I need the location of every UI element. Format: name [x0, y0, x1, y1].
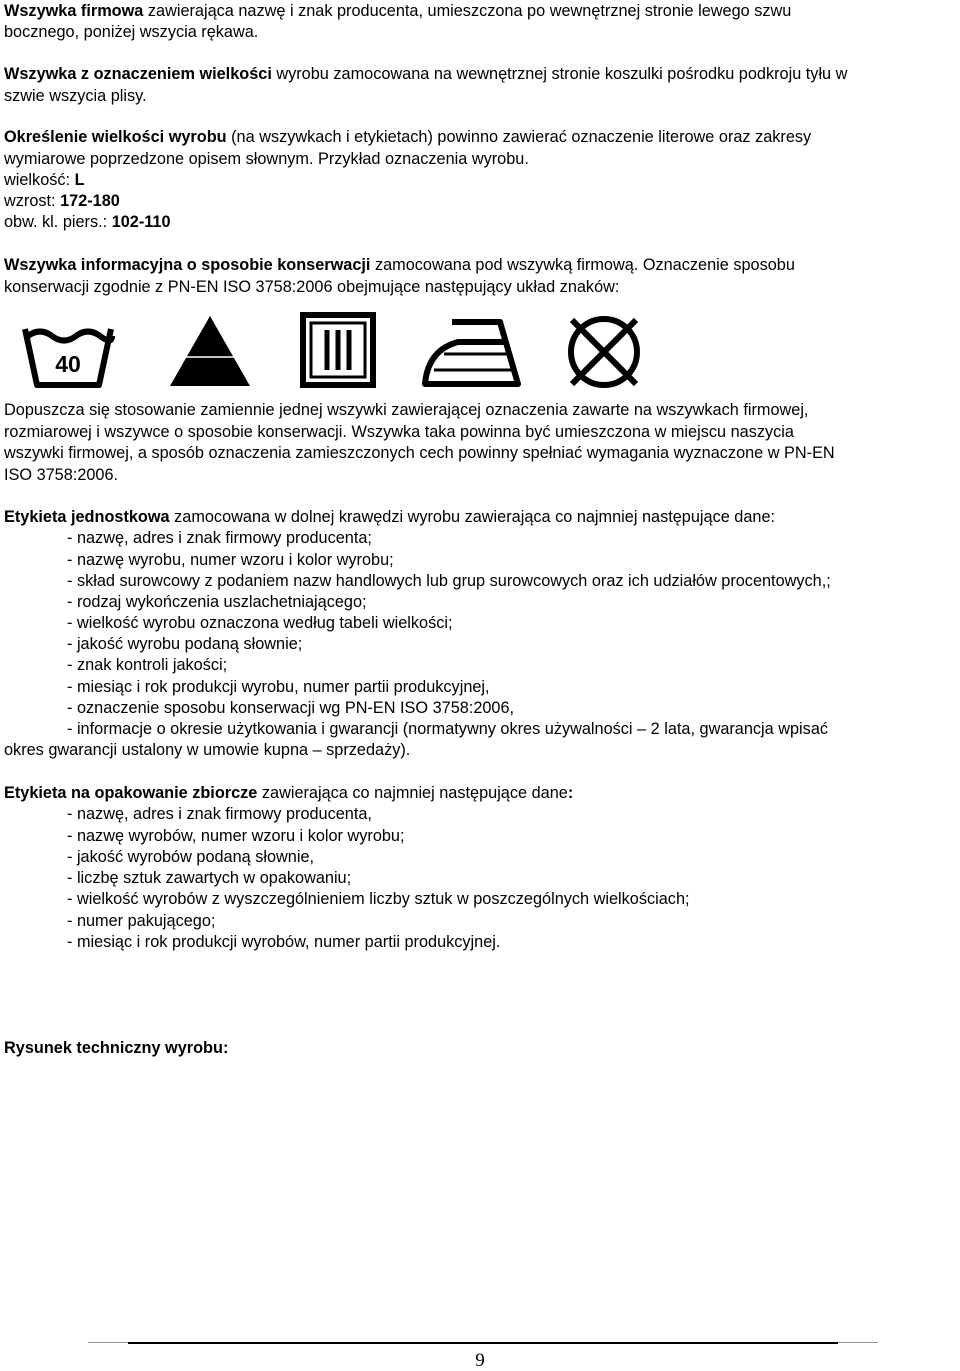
iron-icon — [422, 312, 526, 392]
care-label-text: zamocowana pod wszywką firmową. Oznaczenie sposobu — [370, 256, 795, 274]
wash-40-icon — [20, 312, 116, 392]
list-item: - liczbę sztuk zawartych w opakowaniu; — [67, 869, 352, 887]
paragraph-size-definition — [4, 129, 811, 145]
list-item: - znak kontroli jakości; — [67, 656, 228, 674]
brand-label-heading: Wszywka firmowa — [4, 2, 144, 20]
paragraph-care-label — [4, 257, 795, 273]
size-definition-heading: Określenie wielkości wyrobu — [4, 128, 227, 146]
list-item: - nazwę, adres i znak firmowy producenta, — [67, 805, 372, 823]
footer-rule — [128, 1342, 838, 1344]
combined-label-text-2: rozmiarowej i wszywce o sposobie konserwacji. Wszywka taka powinna być umieszczona w miejscu naszycia — [4, 423, 794, 441]
size-definition-text: (na wszywkach i etykietach) powinno zawierać oznaczenie literowe oraz zakresy — [226, 128, 812, 146]
size-label-text: wyrobu zamocowana na wewnętrznej stronie koszulki pośrodku podkroju tyłu w — [271, 65, 848, 83]
height-example-value: 172-180 — [60, 192, 120, 210]
list-item: - nazwę, adres i znak firmowy producenta; — [67, 529, 372, 547]
height-example-label: wzrost: — [4, 192, 61, 210]
list-item: - rodzaj wykończenia uszlachetniającego; — [67, 593, 367, 611]
size-example-label: wielkość: — [4, 171, 75, 189]
technical-drawing-heading — [4, 1040, 228, 1056]
tumble-dry-icon — [300, 312, 376, 388]
bulk-label-text: zawierająca co najmniej następujące dane — [257, 784, 568, 802]
chest-example-label: obw. kl. piers.: — [4, 213, 112, 231]
list-item: - informacje o okresie użytkowania i gwarancji (normatywny okres używalności – 2 lata, gwarancja wpisać — [67, 720, 829, 738]
unit-label-heading: Etykieta jednostkowa — [4, 508, 170, 526]
technical-drawing-heading-text: Rysunek techniczny wyrobu: — [4, 1039, 229, 1057]
paragraph-size-label — [4, 66, 847, 82]
combined-label-text-3: wszywki firmowej, a sposób oznaczenia zamieszczonych cech powinny spełniać wymagania wyznaczone w PN-EN — [4, 444, 835, 462]
combined-label-text-1: Dopuszcza się stosowanie zamiennie jednej wszywki zawierającej oznaczenia zawarte na wszywkach firmowej, — [4, 401, 809, 419]
list-item: - nazwę wyrobów, numer wzoru i kolor wyrobu; — [67, 827, 405, 845]
care-label-heading: Wszywka informacyjna o sposobie konserwacji — [4, 256, 371, 274]
list-item: - wielkość wyrobów z wyszczególnieniem liczby sztuk w poszczególnych wielkościach; — [67, 890, 690, 908]
combined-label-text-4: ISO 3758:2006. — [4, 466, 119, 484]
unit-label-text: zamocowana w dolnej krawędzi wyrobu zawierająca co najmniej następujące dane: — [169, 508, 776, 526]
unit-label-tail: okres gwarancji ustalony w umowie kupna – sprzedaży). — [4, 741, 411, 759]
bulk-label-heading: Etykieta na opakowanie zbiorcze — [4, 784, 258, 802]
size-example-value: L — [74, 171, 85, 189]
paragraph-bulk-label — [4, 785, 573, 801]
list-item: - jakość wyrobu podaną słownie; — [67, 635, 303, 653]
list-item: - skład surowcowy z podaniem nazw handlowych lub grup surowcowych oraz ich udziałów procentowych,; — [67, 572, 831, 590]
list-item: - oznaczenie sposobu konserwacji wg PN-EN ISO 3758:2006, — [67, 699, 515, 717]
brand-label-text: zawierająca nazwę i znak producenta, umieszczona po wewnętrznej stronie lewego szwu — [143, 2, 792, 20]
paragraph-brand-label — [4, 3, 791, 19]
size-definition-text-cont: wymiarowe poprzedzone opisem słownym. Przykład oznaczenia wyrobu. — [4, 150, 529, 168]
care-label-text-cont: konserwacji zgodnie z PN-EN ISO 3758:2006 obejmujące następujący układ znaków: — [4, 278, 620, 296]
chest-example-row — [4, 214, 171, 230]
chest-example-value: 102-110 — [111, 213, 171, 231]
size-example-row — [4, 172, 85, 188]
no-dry-clean-icon — [564, 312, 644, 392]
list-item: - miesiąc i rok produkcji wyrobów, numer partii produkcyjnej. — [67, 933, 501, 951]
list-item: - wielkość wyrobu oznaczona według tabeli wielkości; — [67, 614, 453, 632]
paragraph-unit-label — [4, 509, 775, 525]
wash-temperature: 40 — [55, 351, 81, 377]
list-item: - nazwę wyrobu, numer wzoru i kolor wyrobu; — [67, 551, 394, 569]
size-label-heading: Wszywka z oznaczeniem wielkości — [4, 65, 272, 83]
list-item: - miesiąc i rok produkcji wyrobu, numer partii produkcyjnej, — [67, 678, 490, 696]
brand-label-text-cont: bocznego, poniżej wszycia rękawa. — [4, 23, 259, 41]
height-example-row — [4, 193, 120, 209]
page-number: 9 — [475, 1350, 485, 1371]
bulk-label-colon: : — [567, 784, 574, 802]
size-label-text-cont: szwie wszycia plisy. — [4, 87, 147, 105]
bleach-triangle-icon — [168, 312, 252, 392]
list-item: - numer pakującego; — [67, 912, 216, 930]
list-item: - jakość wyrobów podaną słownie, — [67, 848, 315, 866]
care-symbols-row — [20, 312, 660, 392]
